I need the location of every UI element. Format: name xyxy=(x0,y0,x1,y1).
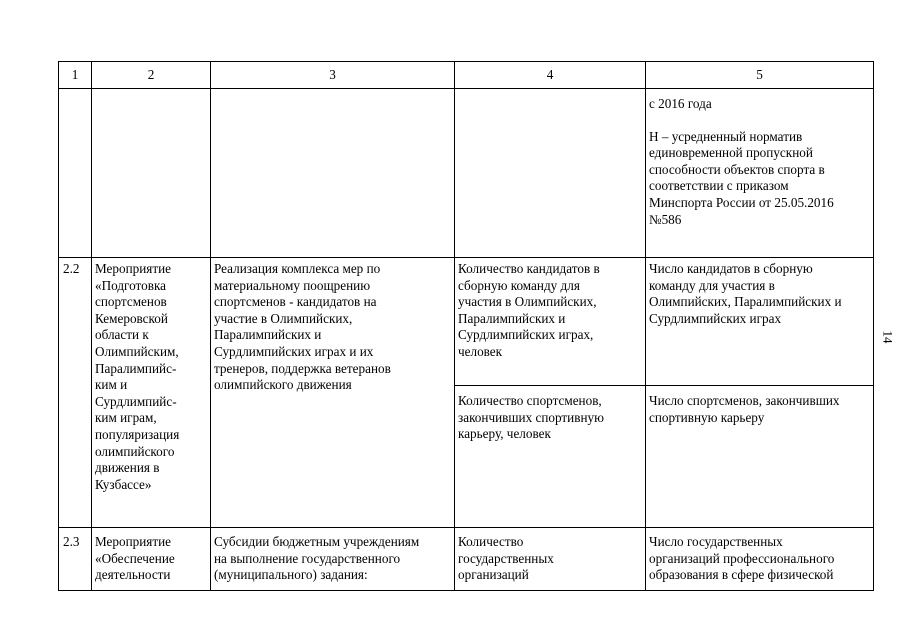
formula-variable-definition: Н – усредненный норматив единовременной пропускной способности объектов спорта в соответствии с приказом Минспорта России от 25.05.2016 №586 xyxy=(649,128,834,227)
row3-measure-text: Мероприятие «Обеспечение деятельности xyxy=(95,534,175,583)
row2-indicator-a-cell xyxy=(455,258,646,386)
row2-num-cell: 2.2 xyxy=(59,258,92,528)
row1-num-cell xyxy=(59,89,92,258)
row3-measure-cell xyxy=(92,528,211,591)
header-cell-4: 4 xyxy=(455,62,646,89)
row2-formula-a-text: Число кандидатов в сборную команду для участия в Олимпийских, Паралимпийских и Сурдлимпийских играх xyxy=(649,261,842,326)
header-cell-5: 5 xyxy=(646,62,874,89)
row3-num-cell: 2.3 xyxy=(59,528,92,591)
row3-indicator-text: Количество государственных организаций xyxy=(458,534,554,583)
row3-description-cell xyxy=(211,528,455,591)
row2-measure-cell xyxy=(92,258,211,528)
row1-indicator-cell xyxy=(455,89,646,258)
row2-formula-b-text: Число спортсменов, закончивших спортивную карьеру xyxy=(649,393,840,425)
row2-indicator-b-cell xyxy=(455,386,646,528)
row3-formula-cell xyxy=(646,528,874,591)
row2-formula-a-cell xyxy=(646,258,874,386)
table-row xyxy=(59,89,874,258)
formula-period-text: с 2016 года xyxy=(649,96,712,111)
row3-indicator-cell xyxy=(455,528,646,591)
row2-description-cell xyxy=(211,258,455,528)
row2-measure-text: Мероприятие «Подготовка спортсменов Кемеровской области к Олимпийским, Паралимпийс- ким и Сурдлимпийс- ким играм, популяризация олимпийского движения в Кузбассе» xyxy=(95,261,180,492)
row2-indicator-b-text: Количество спортсменов, закончивших спортивную карьеру, человек xyxy=(458,393,604,442)
table-row xyxy=(59,528,874,591)
row1-measure-cell xyxy=(92,89,211,258)
row2-indicator-a-text: Количество кандидатов в сборную команду для участия в Олимпийских, Паралимпийских и Сурдлимпийских играх, человек xyxy=(458,261,600,359)
row3-formula-text: Число государственных организаций профессионального образования в сфере физической xyxy=(649,534,835,583)
header-cell-1: 1 xyxy=(59,62,92,89)
row2-formula-b-cell xyxy=(646,386,874,528)
page-number: 14 xyxy=(880,330,896,344)
header-cell-3: 3 xyxy=(211,62,455,89)
header-row xyxy=(59,62,874,89)
document-table xyxy=(58,61,874,591)
header-cell-2: 2 xyxy=(92,62,211,89)
row3-description-text: Субсидии бюджетным учреждениям на выполнение государственного (муниципального) задания: xyxy=(214,534,420,583)
row1-formula-cell xyxy=(646,89,874,258)
row1-description-cell xyxy=(211,89,455,258)
row2-description-text: Реализация комплекса мер по материальному поощрению спортсменов - кандидатов на участие в Олимпийских, Паралимпийских и Сурдлимпийских играх и их тренеров, поддержка ветеранов олимпийского движения xyxy=(214,261,391,393)
table-row xyxy=(59,258,874,386)
